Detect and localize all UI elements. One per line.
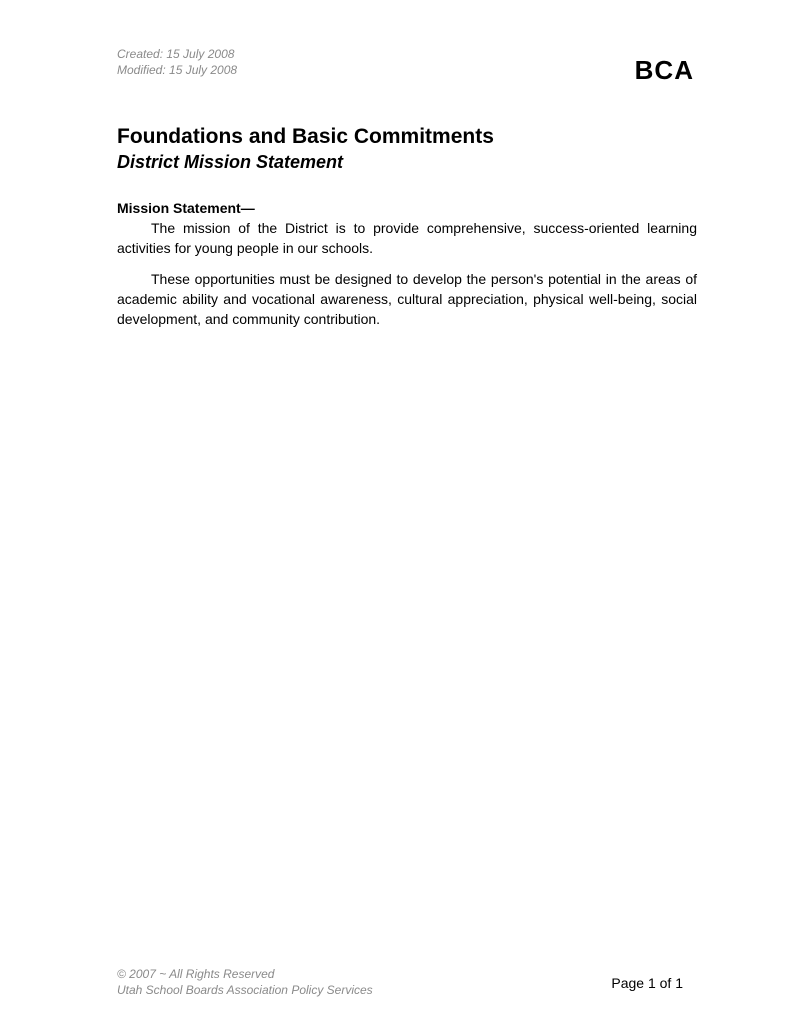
footer-credits [117,966,373,998]
document-meta [117,46,237,78]
page-title: Foundations and Basic Commitments [117,125,494,148]
organization-text: Utah School Boards Association Policy Services [117,983,373,997]
copyright-text: © 2007 ~ All Rights Reserved [117,967,275,981]
paragraph: These opportunities must be designed to develop the person's potential in the areas of academic ability and vocational awareness, cultural appreciation, physical well-being, social development, and community contribution. [117,271,697,327]
page-number: Page 1 of 1 [611,975,683,991]
policy-code: BCA [634,55,694,85]
section-heading: Mission Statement— [117,200,255,216]
created-date: Created: 15 July 2008 [117,47,235,61]
document-title-block [117,124,697,174]
paragraph: The mission of the District is to provide comprehensive, success-oriented learning activities for young people in our schools. [117,220,697,256]
document-body [117,198,697,340]
page-subtitle: District Mission Statement [117,152,344,172]
modified-date: Modified: 15 July 2008 [117,63,238,77]
